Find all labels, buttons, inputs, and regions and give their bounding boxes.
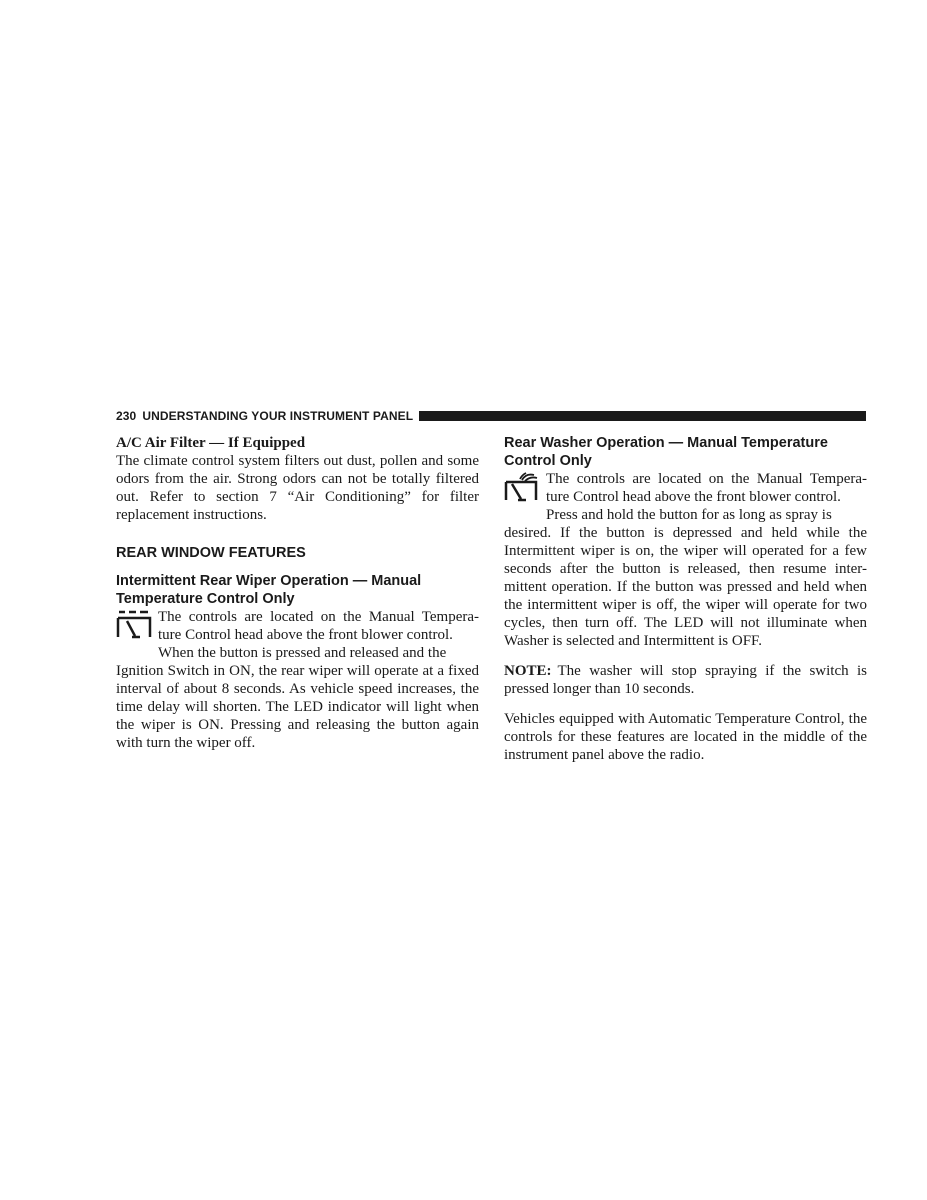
rear-washer-icon: [504, 472, 542, 506]
page-number: 230: [116, 409, 137, 423]
rear-window-section-heading: REAR WINDOW FEATURES: [116, 545, 306, 561]
note-text: The washer will stop spraying if the switch is pressed longer than 10 seconds.: [504, 663, 867, 697]
rear-wiper-paragraph-rest: Ignition Switch in ON, the rear wiper will operate at a fixed interval of about 8 seconds. As vehicle speed increases, the time delay will shorten. The LED indicator will light when the wiper is ON. Pressing and releasing the button again with turn the wiper off.: [116, 663, 479, 751]
rear-washer-block: [504, 470, 867, 650]
ac-filter-paragraph: The climate control system filters out dust, pollen and some odors from the air. Strong odors can not be totally filtered out. Refer to section 7 “Air Conditioning” for filter replacement instructions.: [116, 453, 479, 523]
rear-washer-heading: Rear Washer Operation — Manual Temperature Control Only: [504, 435, 828, 469]
chapter-title: UNDERSTANDING YOUR INSTRUMENT PANEL: [142, 409, 414, 423]
header-rule: [419, 411, 866, 421]
left-column: [116, 434, 479, 752]
right-column: [504, 434, 867, 764]
rear-washer-paragraph-indent: Press and hold the button for as long as spray is: [546, 507, 832, 523]
rear-wiper-icon: [116, 610, 154, 644]
note-label: NOTE:: [504, 663, 552, 679]
rear-wiper-paragraph-lead: The controls are located on the Manual Tempera- ture Control head above the front blower control.: [158, 609, 479, 643]
rear-washer-paragraph-lead: The controls are located on the Manual Tempera- ture Control head above the front blower control.: [546, 471, 867, 505]
atc-paragraph: Vehicles equipped with Automatic Temperature Control, the controls for these features are located in the middle of the instrument panel above the radio.: [504, 711, 867, 763]
note-paragraph: [504, 662, 867, 698]
rear-wiper-block: [116, 608, 479, 752]
rear-wiper-heading: Intermittent Rear Wiper Operation — Manual Temperature Control Only: [116, 573, 422, 607]
rear-wiper-paragraph-indent: When the button is pressed and released and the: [158, 645, 447, 661]
ac-filter-heading: A/C Air Filter — If Equipped: [116, 435, 306, 451]
rear-washer-paragraph-rest: desired. If the button is depressed and held while the Intermittent wiper is on, the wiper will operated for a few seconds after the button is released, then resume inter- mittent operation. If the button was pressed and held when the intermittent wiper is off, the wiper will operate for two cycles, then turn off. The LED will not illuminate when Washer is selected and Intermittent is OFF.: [504, 525, 867, 649]
page-header: [116, 408, 866, 424]
